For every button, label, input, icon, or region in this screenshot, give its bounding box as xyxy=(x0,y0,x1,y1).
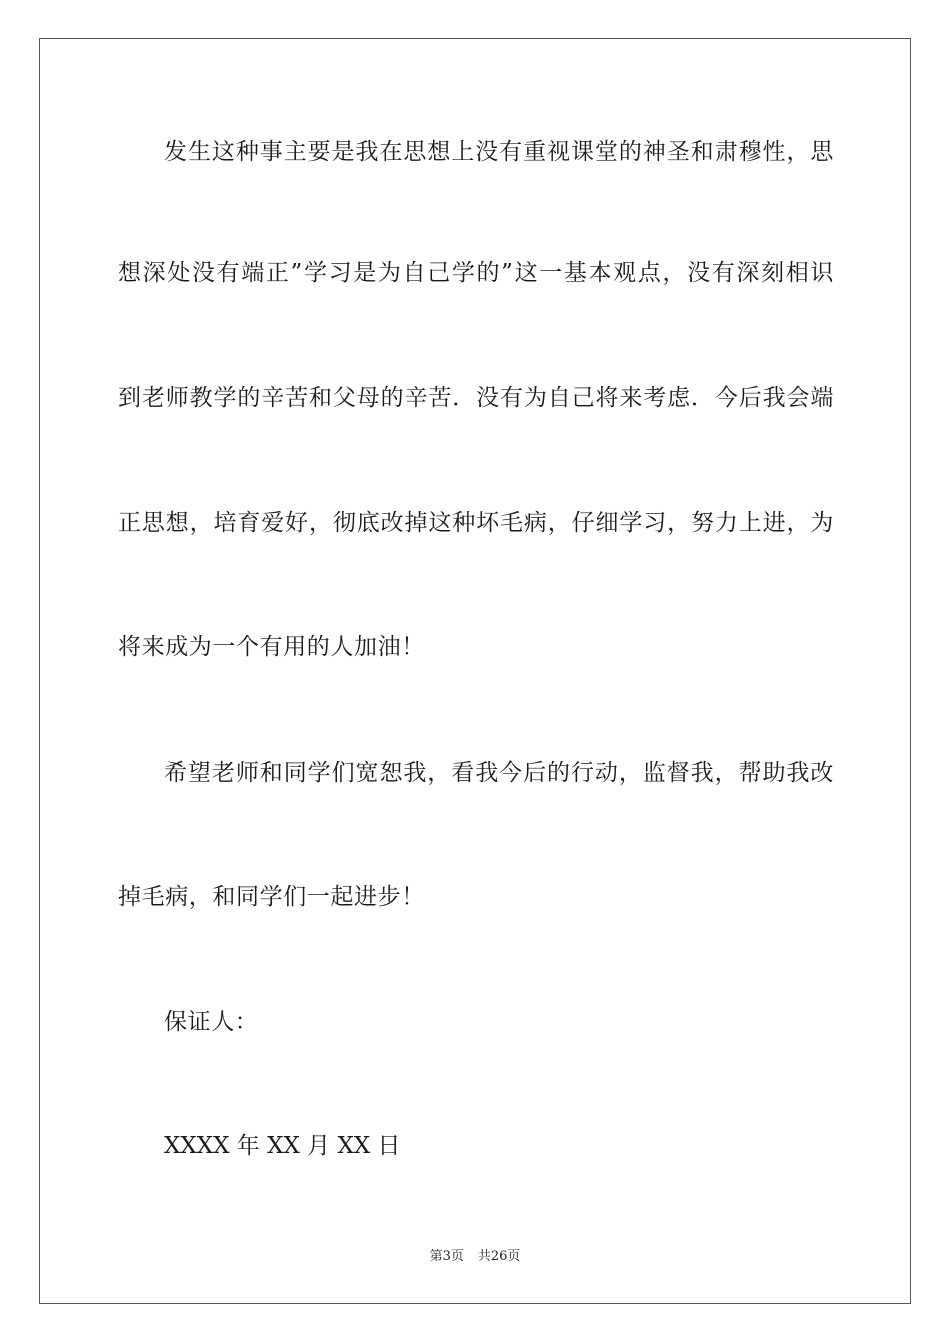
paragraph-1-line-1: 发生这种事主要是我在思想上没有重视课堂的神圣和肃穆性，思 xyxy=(164,139,834,165)
paragraph-1-line-4: 正思想，培育爱好，彻底改掉这种坏毛病，仔细学习，努力上进，为 xyxy=(118,510,834,536)
page-number: 第3页 xyxy=(429,1249,464,1264)
paragraph-1-line-2: 想深处没有端正”学习是为自己学的”这一基本观点，没有深刻相识 xyxy=(118,260,834,286)
page-footer xyxy=(0,1248,950,1266)
page-total: 共26页 xyxy=(477,1249,521,1264)
date-line: XXXX 年 XX 月 XX 日 xyxy=(164,1133,401,1159)
paragraph-1-line-5: 将来成为一个有用的人加油！ xyxy=(118,634,425,660)
paragraph-2-line-1: 希望老师和同学们宽恕我，看我今后的行动，监督我，帮助我改 xyxy=(164,760,834,786)
page-border xyxy=(39,38,911,1304)
paragraph-2-line-2: 掉毛病，和同学们一起进步！ xyxy=(118,884,425,910)
guarantor-label: 保证人： xyxy=(164,1009,259,1035)
paragraph-1-line-3: 到老师教学的辛苦和父母的辛苦．没有为自己将来考虑．今后我会端 xyxy=(118,385,834,411)
